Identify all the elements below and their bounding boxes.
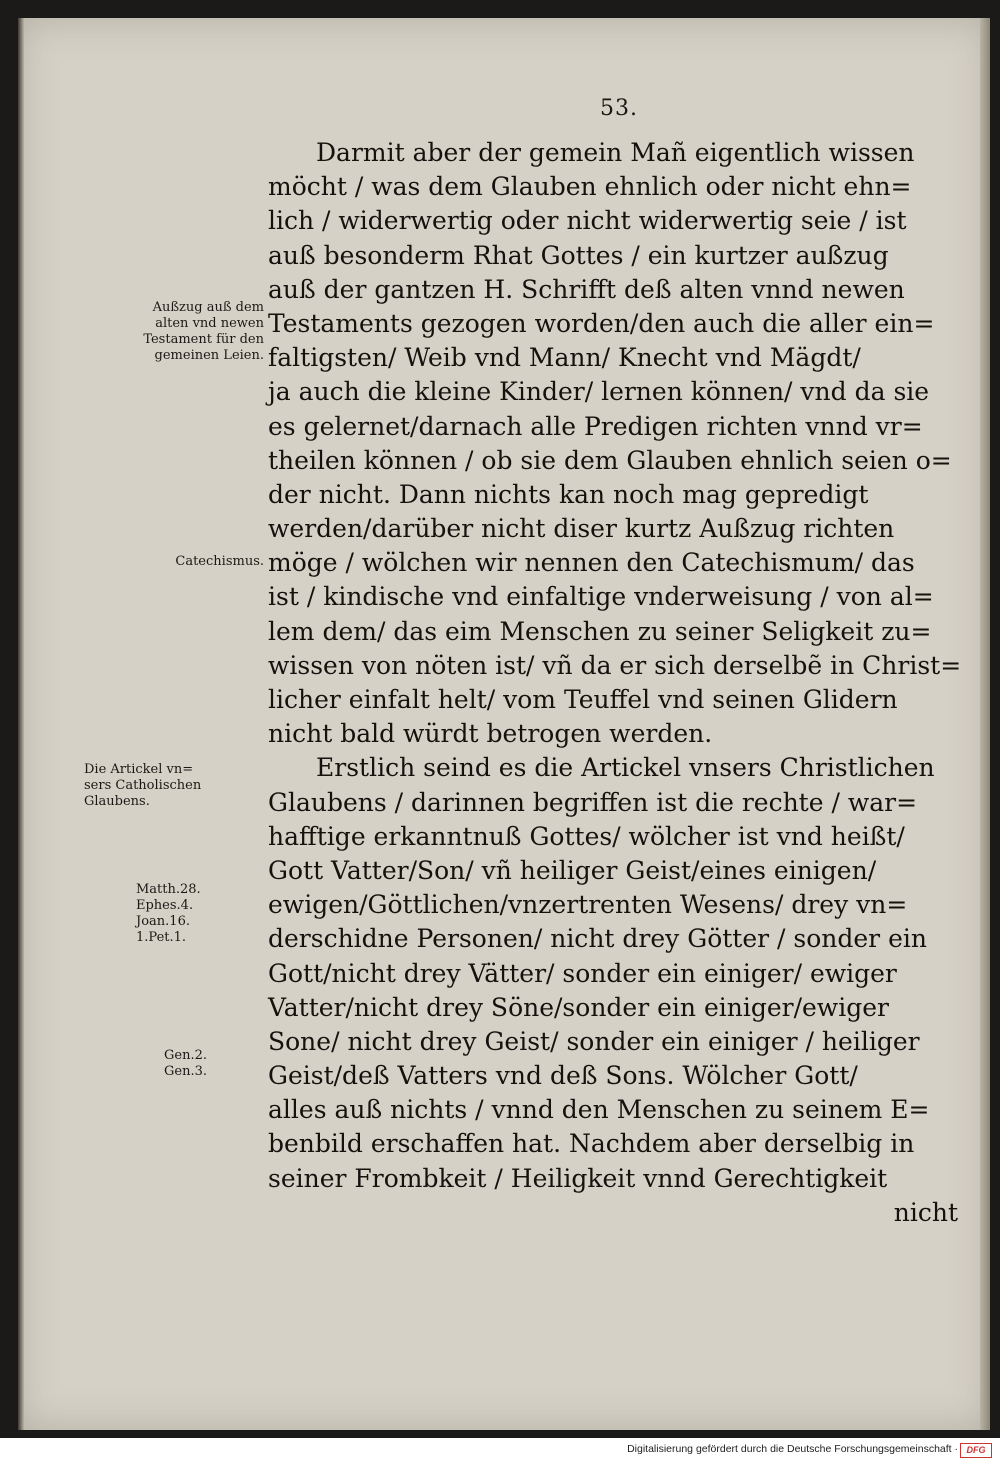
text-line: ja auch die kleine Kinder/ lernen können/ vnd da sie (268, 377, 930, 407)
text-line: Gott/nicht drey Vätter/ sonder ein einiger/ ewiger (268, 958, 897, 988)
text-line: Vatter/nicht drey Söne/sonder ein einiger/ewiger (268, 992, 889, 1022)
text-line: seiner Frombkeit / Heiligkeit vnnd Gerechtigkeit (268, 1163, 888, 1193)
margin-note-line: Die Artickel vn= (84, 762, 194, 777)
body-text (268, 136, 962, 1230)
text-line: lem dem/ das eim Menschen zu seiner Seligkeit zu= (268, 616, 932, 646)
text-line: der nicht. Dann nichts kan noch mag gepredigt (268, 479, 869, 509)
margin-note-line: Glaubens. (84, 794, 150, 809)
margin-note-line: Joan.16. (136, 914, 190, 929)
text-line: ewigen/Göttlichen/vnzertrenten Wesens/ drey vn= (268, 890, 908, 920)
text-line: licher einfalt helt/ vom Teuffel vnd seinen Glidern (268, 685, 898, 714)
margin-note-artickel (84, 762, 264, 810)
text-line: wissen von nöten ist/ vñ da er sich derselbẽ in Christ= (268, 650, 962, 680)
scanned-page (18, 18, 990, 1430)
margin-note-auszug (84, 300, 264, 364)
margin-note-line: sers Catholischen (84, 778, 202, 793)
text-line: faltigsten/ Weib vnd Mann/ Knecht vnd Mägdt/ (268, 343, 861, 373)
footer-bar (0, 1438, 1000, 1462)
text-line: Gott Vatter/Son/ vñ heiliger Geist/eines einigen/ (268, 855, 877, 885)
margin-note-line: Gen.3. (164, 1064, 207, 1079)
text-line: auß besonderm Rhat Gottes / ein kurtzer außzug (268, 240, 889, 270)
margin-note-line: Außzug auß dem (152, 300, 264, 315)
text-line: Erstlich seind es die Artickel vnsers Christlichen (316, 753, 935, 783)
text-line: Darmit aber der gemein Mañ eigentlich wissen (316, 138, 915, 167)
text-line: Testaments gezogen worden/den auch die aller ein= (268, 308, 935, 338)
margin-note-line: gemeinen Leien. (154, 348, 264, 363)
text-line: benbild erschaffen hat. Nachdem aber derselbig in (268, 1129, 915, 1159)
margin-note-line: Matth.28. (136, 882, 201, 897)
margin-note-scripture-refs (136, 882, 256, 946)
text-line: ist / kindische vnd einfaltige vnderweisung / von al= (268, 582, 934, 612)
margin-note-line: Ephes.4. (136, 898, 194, 913)
text-line: alles auß nichts / vnnd den Menschen zu seinem E= (268, 1095, 930, 1125)
margin-note-line: Testament für den (143, 332, 264, 347)
text-line: hafftige erkanntnuß Gottes/ wölcher ist vnd heißt/ (268, 821, 905, 851)
text-line: lich / widerwertig oder nicht widerwertig seie / ist (268, 206, 907, 236)
text-line: möge / wölchen wir nennen den Catechismum/ das (268, 548, 915, 578)
text-line: es gelernet/darnach alle Predigen richten vnnd vr= (268, 411, 923, 441)
text-line: Sone/ nicht drey Geist/ sonder ein einiger / heiliger (268, 1026, 920, 1056)
margin-note-line: 1.Pet.1. (136, 930, 187, 945)
text-line: theilen können / ob sie dem Glauben ehnlich seien o= (268, 445, 952, 475)
footer-credit: Digitalisierung gefördert durch die Deutsche Forschungsgemeinschaft · (627, 1443, 958, 1455)
margin-note-line: alten vnd newen (155, 316, 264, 331)
page-number: 53. (600, 96, 638, 121)
page-binding-edge (18, 18, 24, 1430)
text-line: nicht bald würdt betrogen werden. (268, 719, 713, 749)
page-outer-edge (980, 18, 990, 1430)
margin-note-catechismus (84, 554, 264, 570)
text-line: auß der gantzen H. Schrifft deß alten vnnd newen (268, 274, 905, 304)
margin-note-genesis-refs (164, 1048, 254, 1080)
margin-note-line: Catechismus. (175, 554, 264, 569)
text-line: werden/darüber nicht diser kurtz Außzug richten (268, 514, 895, 544)
margin-note-line: Gen.2. (164, 1048, 207, 1063)
text-line: Geist/deß Vatters vnd deß Sons. Wölcher Gott/ (268, 1061, 858, 1091)
text-line: möcht / was dem Glauben ehnlich oder nicht ehn= (268, 172, 912, 202)
text-line: derschidne Personen/ nicht drey Götter / sonder ein (268, 924, 927, 954)
catchword: nicht (893, 1197, 958, 1227)
text-line: Glaubens / darinnen begriffen ist die rechte / war= (268, 787, 918, 817)
dfg-logo: DFG (960, 1443, 992, 1458)
